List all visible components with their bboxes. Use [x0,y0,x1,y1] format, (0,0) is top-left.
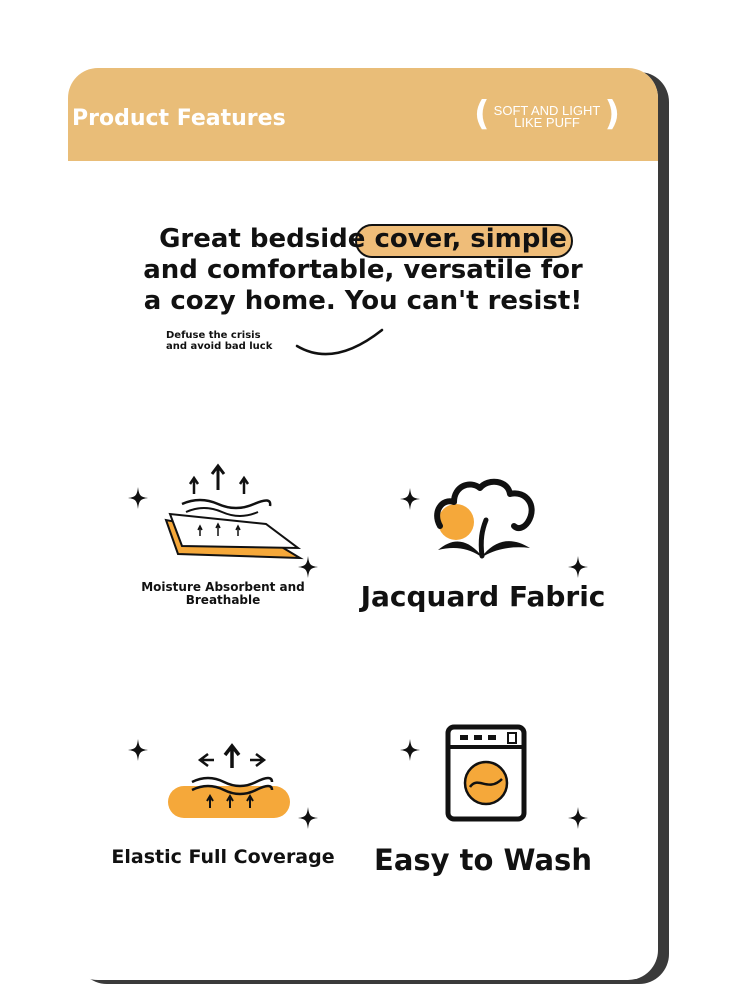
feature-card [68,68,658,980]
sparkle-icon [568,556,588,578]
moisture-layers-icon [160,460,310,570]
sparkle-icon [400,488,420,510]
header-title: Product Features [72,106,286,131]
badge-paren-right: ) [604,94,620,134]
elastic-pad-icon [162,742,292,822]
sparkle-icon [128,739,148,761]
headline [138,224,588,317]
tagline-line-2: and avoid bad luck [166,341,273,352]
headline-line-3: a cozy home. You can't resist! [143,286,583,316]
cotton-flower-icon [430,476,542,562]
feature-label-jacquard: Jacquard Fabric [360,580,606,613]
badge-paren-left: ( [474,94,490,134]
swoosh-decoration [294,324,388,360]
tagline [166,330,272,352]
badge-line-1: SOFT AND LIGHT [493,103,601,118]
feature-label-moisture-line-1: Moisture Absorbent and [141,580,305,594]
sparkle-icon [128,487,148,509]
badge-line-2: LIKE PUFF [514,115,580,130]
header-bar [68,68,658,161]
feature-label-elastic: Elastic Full Coverage [111,846,335,868]
sparkle-icon [298,807,318,829]
feature-label-moisture-line-2: Breathable [185,593,261,607]
headline-line-1: Great bedside cover, simple [159,224,567,254]
sparkle-icon [400,739,420,761]
sparkle-icon [568,807,588,829]
tagline-line-1: Defuse the crisis [166,330,261,341]
soft-light-badge [474,96,620,136]
sparkle-icon [298,556,318,578]
feature-label-moisture [128,581,318,607]
washing-machine-icon [444,723,528,823]
feature-label-wash: Easy to Wash [374,843,592,877]
headline-line-2: and comfortable, versatile for [143,255,583,285]
